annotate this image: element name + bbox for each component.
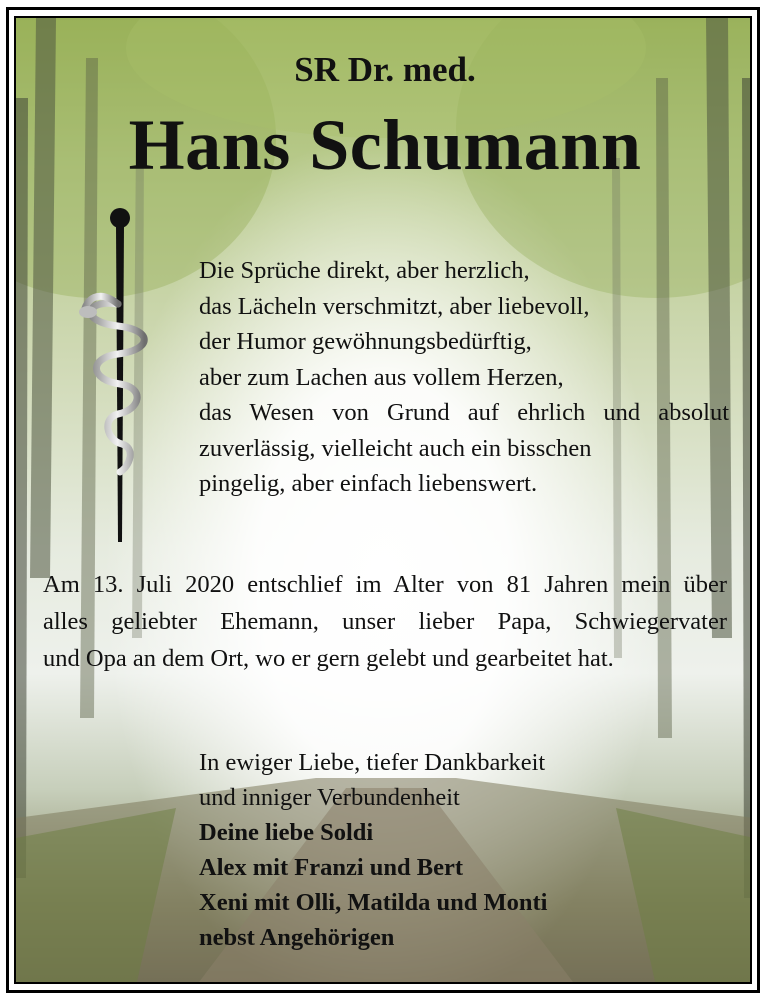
poem-line: Die Sprüche direkt, aber herzlich, <box>199 257 530 284</box>
poem-line: das Lächeln verschmitzt, aber liebevoll, <box>199 292 590 320</box>
announcement-line: und Opa an dem Ort, wo er gern gelebt und gearbeitet hat. <box>43 645 614 672</box>
poem-line: zuverlässig, vielleicht auch ein bisschen <box>199 434 592 462</box>
announcement-line: alles geliebter Ehemann, unser lieber Papa, Schwiegervater <box>43 608 727 635</box>
deceased-title-prefix: SR Dr. med. <box>294 50 476 89</box>
deceased-name: Hans Schumann <box>128 105 642 185</box>
death-announcement <box>43 566 727 677</box>
closing-line: In ewiger Liebe, tiefer Dankbarkeit <box>199 749 546 776</box>
mourner-name: nebst Angehörigen <box>199 924 395 951</box>
closing-line: und inniger Verbundenheit <box>199 784 460 811</box>
mourner-name: Deine liebe Soldi <box>199 819 374 846</box>
obituary-notice <box>14 16 752 984</box>
mourner-name: Xeni mit Olli, Matilda und Monti <box>199 889 548 916</box>
poem-line: der Humor gewöhnungsbedürftig, <box>199 328 532 355</box>
announcement-line: Am 13. Juli 2020 entschlief im Alter von 81 Jahren mein über <box>43 571 727 598</box>
closing-signature <box>199 745 699 955</box>
poem-line: das Wesen von Grund auf ehrlich und absolut <box>199 399 729 426</box>
mourner-name: Alex mit Franzi und Bert <box>199 854 464 881</box>
rod-of-asclepius-icon <box>78 204 158 544</box>
poem-line: aber zum Lachen aus vollem Herzen, <box>199 363 564 391</box>
poem-line: pingelig, aber einfach liebenswert. <box>199 470 538 497</box>
poem <box>199 253 729 502</box>
